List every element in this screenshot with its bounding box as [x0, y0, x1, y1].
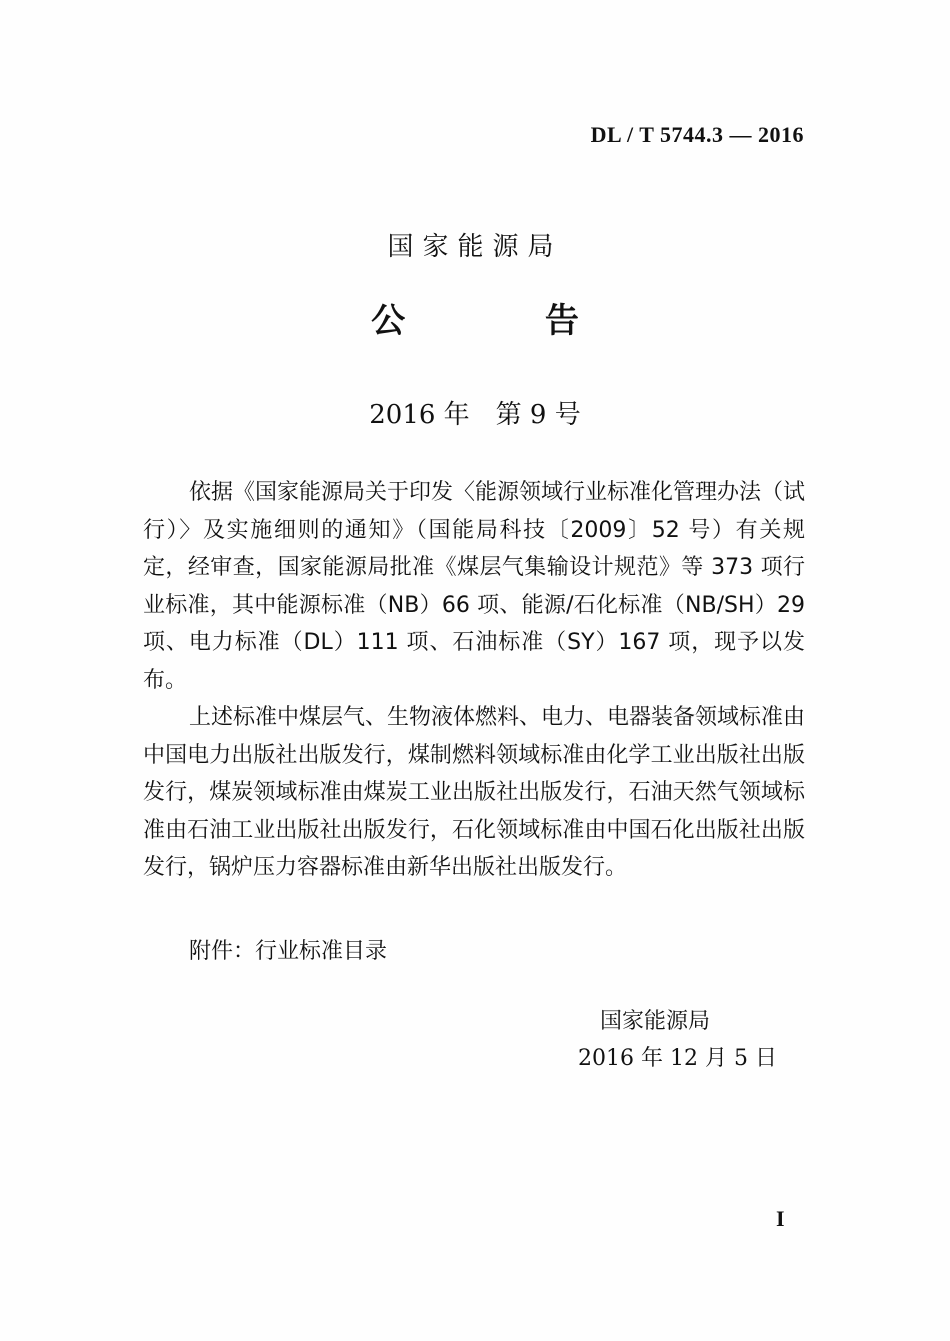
page-number: I	[776, 1206, 785, 1231]
body-paragraph-1: 依据《国家能源局关于印发〈能源领域行业标准化管理办法（试行）〉及实施细则的通知》（国能局科技〔2009〕52 号）有关规定，经审查，国家能源局批准《煤层气集输设计规范》等 373 项行业标准，其中能源标准（NB）66 项、能源/石化标准（NB/SH）29 项、电力标准（DL）111 项、石油标准（SY）167 项，现予以发布。	[143, 480, 806, 693]
notice-body	[143, 474, 805, 887]
standard-code: DL / T 5744.3 — 2016	[590, 122, 804, 147]
issue-number: 2016 年 第 9 号	[369, 400, 581, 430]
signature-date: 2016 年 12 月 5 日	[578, 1046, 777, 1071]
attachment-note: 附件：行业标准目录	[189, 939, 388, 964]
notice-title: 公 告	[371, 301, 643, 341]
signature-organization: 国家能源局	[600, 1009, 711, 1034]
body-paragraph-2: 上述标准中煤层气、生物液体燃料、电力、电器装备领域标准由中国电力出版社出版发行，煤制燃料领域标准由化学工业出版社出版发行，煤炭领域标准由煤炭工业出版社出版发行，石油天然气领域标准由石油工业出版社出版发行，石化领域标准由中国石化出版社出版发行，锅炉压力容器标准由新华出版社出版发行。	[143, 705, 806, 880]
issuer-heading: 国家能源局	[387, 232, 563, 262]
